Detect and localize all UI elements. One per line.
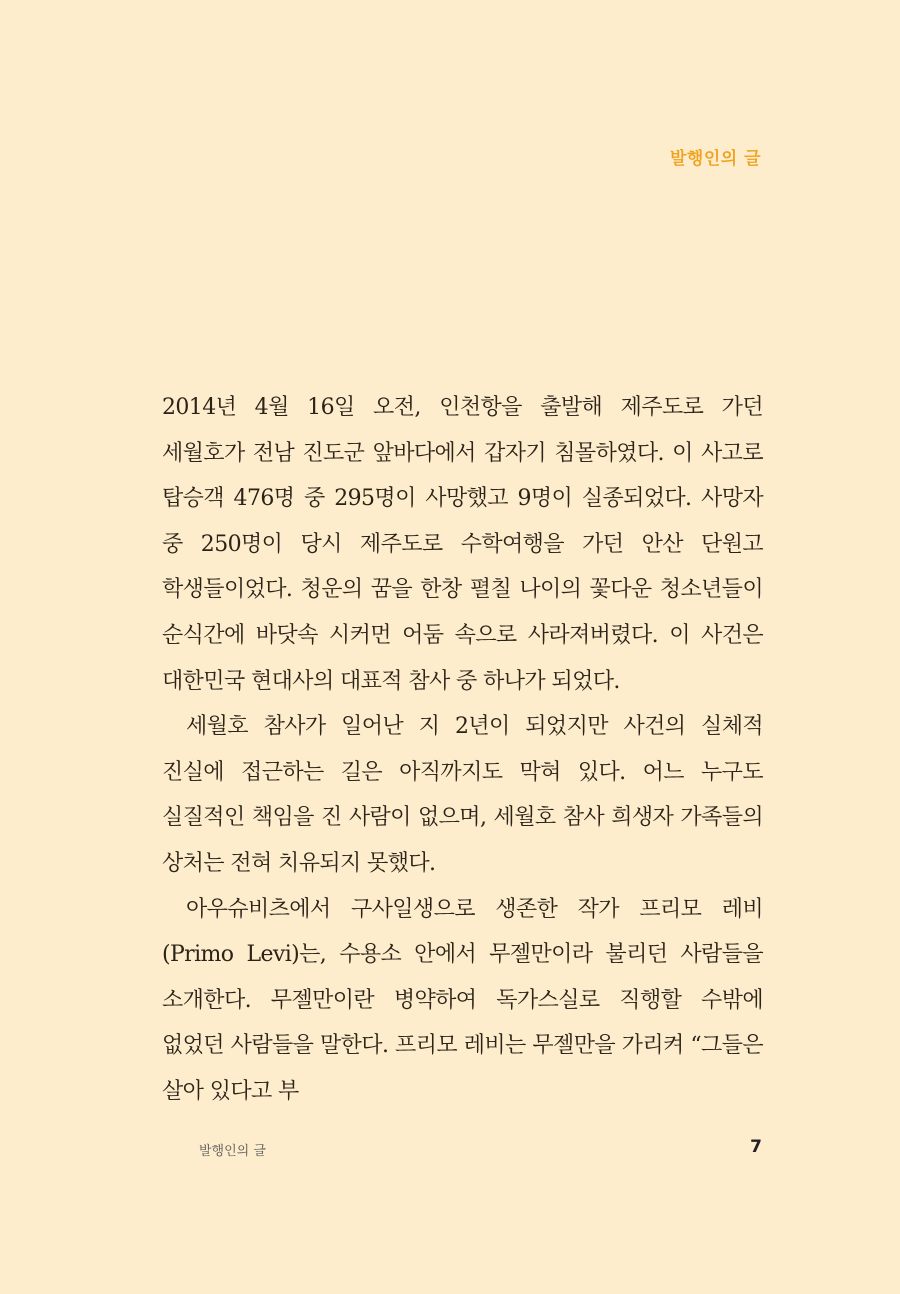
- paragraph-2: 세월호 참사가 일어난 지 2년이 되었지만 사건의 실체적 진실에 접근하는 길은 아직까지도 막혀 있다. 어느 누구도 실질적인 책임을 진 사람이 없으며, 세월호 참사 희생자 가족들의 상처는 전혀 치유되지 못했다.: [162, 714, 763, 876]
- paragraph-1: 2014년 4월 16일 오전, 인천항을 출발해 제주도로 가던 세월호가 전남 진도군 앞바다에서 갑자기 침몰하였다. 이 사고로 탑승객 476명 중 295명이 사망했고 9명이 실종되었다. 사망자 중 250명이 당시 제주도로 수학여행을 가던 안산 단원고 학생들이었다. 청운의 꿈을 한창 펼칠 나이의 꽃다운 청소년들이 순식간에 바닷속 시커먼 어둠 속으로 사라져버렸다. 이 사건은 대한민국 현대사의 대표적 참사 중 하나가 되었다.: [162, 395, 763, 694]
- section-title: 발행인의 글: [669, 149, 761, 169]
- footer-running-title: 발행인의 글: [199, 1144, 266, 1159]
- body-text: [162, 385, 763, 1115]
- page-number: 7: [750, 1137, 762, 1157]
- paragraph-3: 아우슈비츠에서 구사일생으로 생존한 작가 프리모 레비(Primo Levi)는, 수용소 안에서 무젤만이라 불리던 사람들을 소개한다. 무젤만이란 병약하여 독가스실로 직행할 수밖에 없었던 사람들을 말한다. 프리모 레비는 무젤만을 가리켜 “그들은 살아 있다고 부: [162, 896, 763, 1104]
